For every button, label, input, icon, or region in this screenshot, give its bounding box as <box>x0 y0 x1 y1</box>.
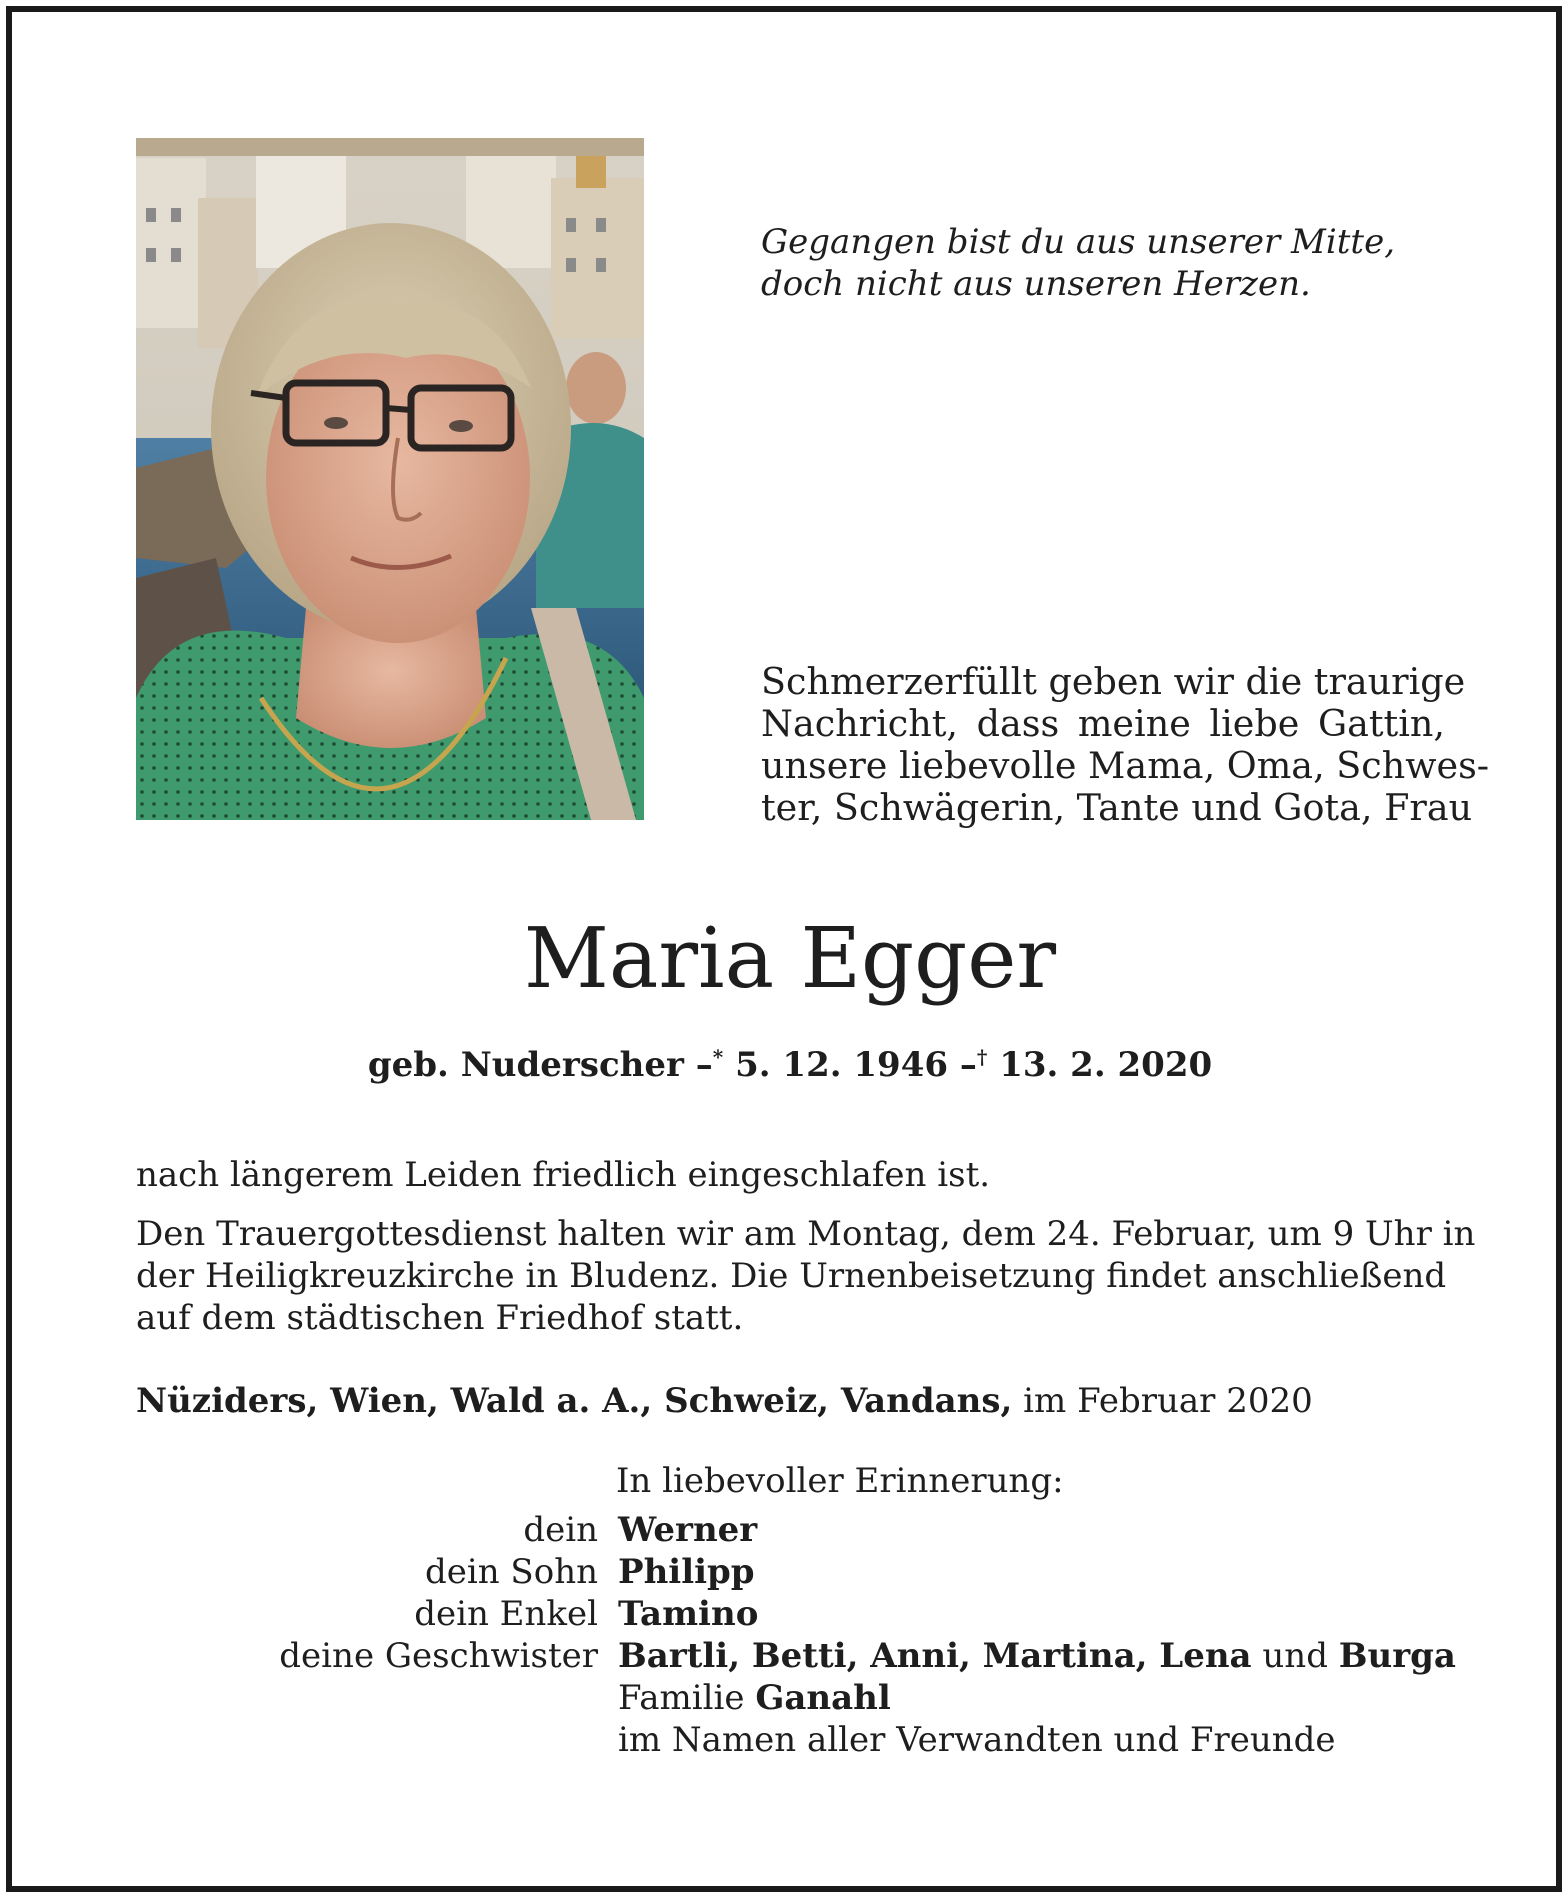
family-member-name: Bartli, Betti, Anni, Martina, Lena <box>618 1636 1252 1676</box>
service-line: Den Trauergottesdienst halten wir am Montag, dem 24. Februar, um 9 Uhr in <box>136 1214 1476 1254</box>
places-and-date <box>136 1380 1313 1422</box>
family-member-name: Ganahl <box>755 1678 891 1718</box>
quote-line: doch nicht aus unseren Herzen. <box>761 264 1311 304</box>
life-dates <box>12 1035 1568 1087</box>
family-relation: dein <box>523 1510 598 1550</box>
announcement-intro <box>761 660 1490 829</box>
family-names <box>618 1551 755 1593</box>
obituary-frame <box>6 6 1562 1892</box>
family-relation: deine Geschwister <box>279 1636 598 1676</box>
separator: – <box>959 1045 977 1085</box>
family-relation: dein Sohn <box>424 1552 598 1592</box>
service-line: auf dem städtischen Friedhof statt. <box>136 1298 744 1338</box>
family-member-name: Werner <box>618 1510 758 1550</box>
intro-line: Nachricht, dass meine liebe Gattin, <box>761 702 1445 745</box>
portrait-photo-image <box>136 138 644 820</box>
family-names <box>618 1719 1336 1761</box>
service-line: der Heiligkreuzkirche in Bludenz. Die Urnenbeisetzung findet anschließend <box>136 1256 1447 1296</box>
family-names <box>618 1593 758 1635</box>
death-date: 13. 2. 2020 <box>999 1045 1213 1085</box>
places-names: Nüziders, Wien, Wald a. A., Schweiz, Vandans, <box>136 1381 1013 1421</box>
family-connector-text: Familie <box>618 1678 756 1718</box>
intro-line: ter, Schwägerin, Tante und Gota, Frau <box>761 786 1473 829</box>
separator: – <box>695 1045 713 1085</box>
family-names <box>618 1509 757 1551</box>
intro-line: unsere liebevolle Mama, Oma, Schwes- <box>761 744 1490 787</box>
family-member-name: Tamino <box>618 1594 759 1634</box>
family-relation: dein Enkel <box>414 1594 598 1634</box>
birth-name: geb. Nuderscher <box>367 1045 684 1085</box>
passing-text: nach längerem Leiden friedlich eingeschlafen ist. <box>136 1155 991 1195</box>
deceased-name: Maria Egger <box>523 910 1057 1007</box>
family-member-name: Burga <box>1338 1636 1456 1676</box>
quote-line: Gegangen bist du aus unserer Mitte, <box>761 222 1395 262</box>
family-connector-text: und <box>1251 1636 1339 1676</box>
announcement-date: im Februar 2020 <box>1023 1381 1313 1421</box>
family-names <box>618 1635 1456 1677</box>
intro-line: Schmerzerfüllt geben wir die traurige <box>761 660 1466 703</box>
birth-date: 5. 12. 1946 <box>735 1045 949 1085</box>
birth-symbol: * <box>712 1045 724 1069</box>
family-member-name: Philipp <box>618 1552 755 1592</box>
memory-heading: In liebevoller Erinnerung: <box>616 1461 1064 1501</box>
family-names <box>618 1677 891 1719</box>
portrait-photo <box>136 138 644 820</box>
death-symbol: † <box>976 1045 988 1069</box>
memorial-quote <box>761 221 1395 305</box>
family-connector-text: im Namen aller Verwandten und Freunde <box>618 1720 1336 1760</box>
service-details <box>136 1213 1475 1339</box>
